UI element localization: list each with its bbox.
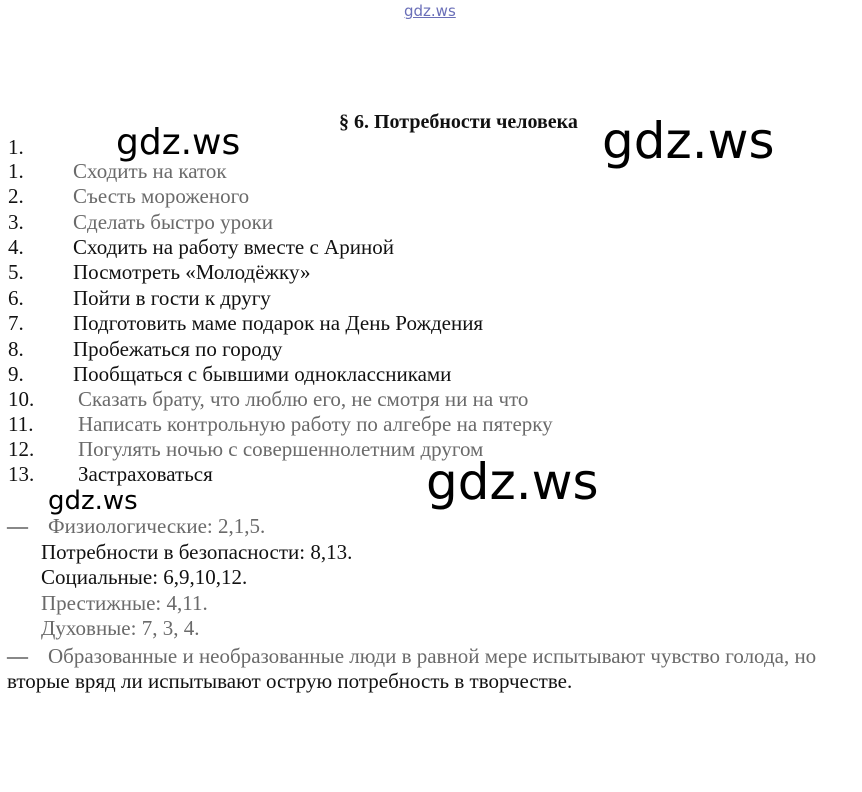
list-text: Написать контрольную работу по алгебре на пятерку: [78, 412, 553, 436]
conclusion-line: Образованные и необразованные люди в равной мере испытывают чувство голода, но: [48, 644, 817, 668]
list-text: Сходить на каток: [73, 159, 227, 183]
list-item: [0, 184, 862, 209]
list-number: 1.: [8, 159, 24, 183]
list-number: 13.: [8, 462, 35, 486]
list-item: [0, 337, 862, 362]
page-title: § 6. Потребности человека: [339, 111, 578, 133]
list-number: 1.: [8, 135, 24, 159]
list-number: 6.: [8, 286, 24, 310]
list-number: 2.: [8, 184, 24, 208]
list-item: [0, 286, 862, 311]
list-text: Подготовить маме подарок на День Рождения: [73, 311, 484, 335]
category-social: Социальные: 6,9,10,12.: [41, 565, 248, 589]
category-safety: Потребности в безопасности: 8,13.: [41, 540, 353, 564]
category-prestige: Престижные: 4,11.: [41, 591, 208, 615]
list-number: 7.: [8, 311, 24, 335]
list-text: Пробежаться по городу: [73, 337, 283, 361]
watermark-top-link[interactable]: gdz.ws: [404, 2, 456, 20]
list-number: 9.: [8, 362, 24, 386]
list-item: [0, 311, 862, 336]
list-item: [0, 260, 862, 285]
watermark: gdz.ws: [116, 122, 241, 163]
list-text: Пойти в гости к другу: [73, 286, 271, 310]
list-header-row: [0, 135, 862, 160]
list-item: [0, 362, 862, 387]
list-number: 5.: [8, 260, 24, 284]
list-item: [0, 235, 862, 260]
list-number: 3.: [8, 210, 24, 234]
list-text: Сказать брату, что люблю его, не смотря ни на что: [78, 387, 529, 411]
watermark: gdz.ws: [602, 112, 775, 170]
list-text: Застраховаться: [78, 462, 213, 486]
conclusion-line: вторые вряд ли испытывают острую потребность в творчестве.: [7, 669, 573, 693]
watermark: gdz.ws: [48, 486, 138, 516]
category-physiological: Физиологические: 2,1,5.: [48, 514, 266, 538]
watermark: gdz.ws: [426, 453, 599, 511]
dash-marker: —: [7, 644, 28, 668]
list-item: [0, 412, 862, 437]
list-text: Сделать быстро уроки: [73, 210, 274, 234]
list-item: [0, 387, 862, 412]
list-number: 11.: [8, 412, 34, 436]
list-number: 10.: [8, 387, 35, 411]
dash-marker: —: [7, 514, 28, 538]
category-spiritual: Духовные: 7, 3, 4.: [41, 616, 200, 640]
list-text: Пообщаться с бывшими одноклассниками: [73, 362, 452, 386]
list-text: Сходить на работу вместе с Ариной: [73, 235, 394, 259]
list-number: 8.: [8, 337, 24, 361]
list-item: [0, 437, 862, 462]
list-number: 12.: [8, 437, 35, 461]
list-item: [0, 159, 862, 184]
list-item: [0, 462, 862, 487]
list-text: Посмотреть «Молодёжку»: [73, 260, 311, 284]
list-item: [0, 210, 862, 235]
list-text: Съесть мороженого: [73, 184, 250, 208]
list-number: 4.: [8, 235, 24, 259]
list-text: Погулять ночью с совершеннолетним другом: [78, 437, 484, 461]
